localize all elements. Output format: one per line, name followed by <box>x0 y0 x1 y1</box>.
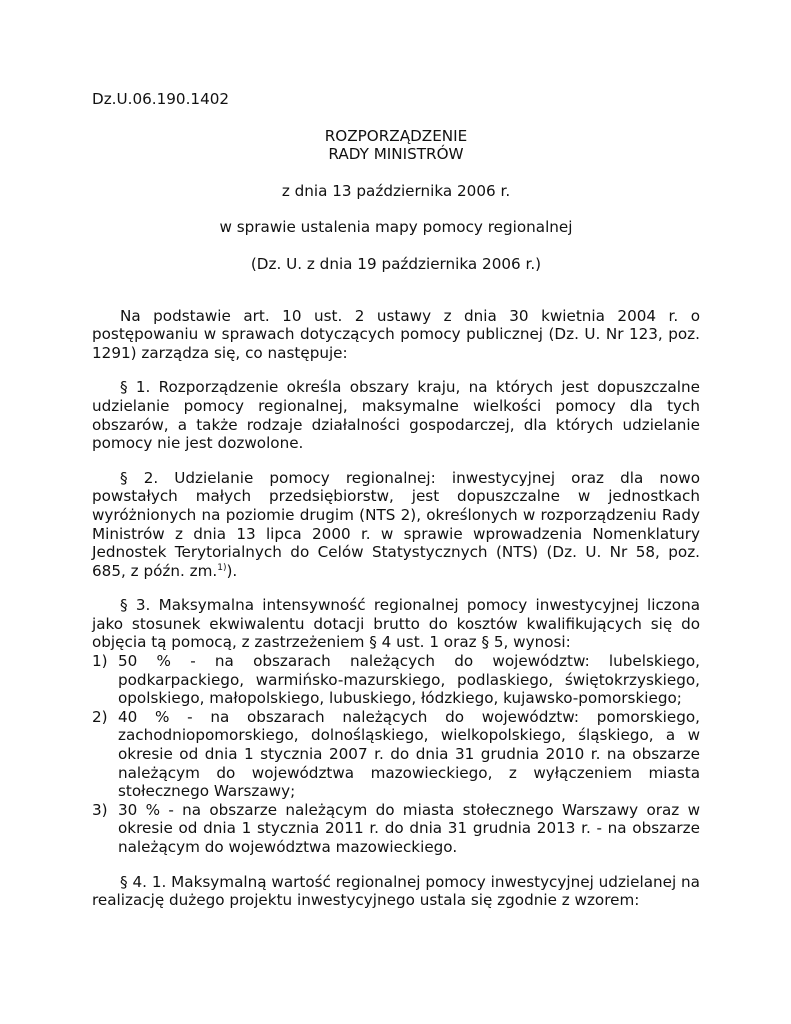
point-number: 2) <box>92 707 108 726</box>
point-number: 3) <box>92 800 108 819</box>
preamble-paragraph: Na podstawie art. 10 ust. 2 ustawy z dnia 30 kwietnia 2004 r. o postępowaniu w sprawach dotyczących pomocy publicznej (Dz. U. Nr 123, poz. 1291) zarządza się, co następuje: <box>92 306 700 362</box>
title-line-council: RADY MINISTRÓW <box>328 145 464 164</box>
section-4-paragraph: § 4. 1. Maksymalną wartość regionalnej pomocy inwestycyjnej udzielanej na realizację dużego projektu inwestycyjnego ustala się zgodnie z wzorem: <box>92 872 700 910</box>
document-title <box>92 127 700 164</box>
publication-note: (Dz. U. z dnia 19 października 2006 r.) <box>250 254 542 273</box>
title-line-regulation: ROZPORZĄDZENIE <box>324 126 468 145</box>
section-1-paragraph: § 1. Rozporządzenie określa obszary kraju, na których jest dopuszczalne udzielanie pomocy regionalnej, maksymalne wielkości pomocy dla tych obszarów, a także rodzaje działalności gospodarczej, dla których udzielanie pomocy nie jest dozwolone. <box>92 378 700 453</box>
document-subject: w sprawie ustalenia mapy pomocy regionalnej <box>219 218 573 237</box>
document-page <box>92 90 700 926</box>
point-text: 50 % - na obszarach należących do województw: lubelskiego, podkarpackiego, warmińsko-mazurskiego, podlaskiego, świętokrzyskiego, opolskiego, małopolskiego, lubuskiego, łódzkiego, kujawsko-pomorskiego; <box>118 652 700 708</box>
section-2-end: ). <box>226 561 238 580</box>
section-3-points-list <box>92 652 700 857</box>
section-2-paragraph <box>92 469 700 581</box>
section-2-text: § 2. Udzielanie pomocy regionalnej: inwestycyjnej oraz dla nowo powstałych małych przedsiębiorstw, jest dopuszczalne w jednostkach wyróżnionych na poziomie drugim (NTS 2), określonych w rozporządzeniu Rady Ministrów z dnia 13 lipca 2000 r. w sprawie wprowadzenia Nomenklatury Jednostek Terytorialnych do Celów Statystycznych (NTS) (Dz. U. Nr 58, poz. 685, z późn. zm. <box>92 468 700 580</box>
list-item <box>92 708 700 801</box>
footnote-marker: 1) <box>217 562 227 573</box>
list-item <box>92 801 700 857</box>
list-item <box>92 652 700 708</box>
section-3-intro: § 3. Maksymalna intensywność regionalnej pomocy inwestycyjnej liczona jako stosunek ekwiwalentu dotacji brutto do kosztów kwalifikujących się do objęcia tą pomocą, z zastrzeżeniem § 4 ust. 1 oraz § 5, wynosi: <box>92 596 700 652</box>
document-date: z dnia 13 października 2006 r. <box>281 181 511 200</box>
point-number: 1) <box>92 652 108 671</box>
point-text: 40 % - na obszarach należących do województw: pomorskiego, zachodniopomorskiego, dolnośląskiego, wielkopolskiego, śląskiego, a w okresie od dnia 1 stycznia 2007 r. do dnia 31 grudnia 2010 r. na obszarze należącym do województwa mazowieckiego, z wyłączeniem miasta stołecznego Warszawy; <box>118 707 700 801</box>
document-reference: Dz.U.06.190.1402 <box>92 90 230 108</box>
point-text: 30 % - na obszarze należącym do miasta stołecznego Warszawy oraz w okresie od dnia 1 stycznia 2011 r. do dnia 31 grudnia 2013 r. - na obszarze należącym do województwa mazowieckiego. <box>118 800 700 856</box>
